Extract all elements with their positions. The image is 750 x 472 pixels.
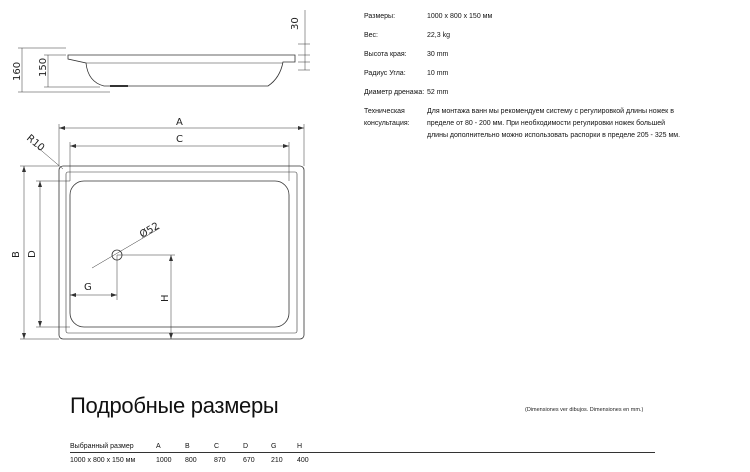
dim-g-label: G (84, 282, 92, 293)
table-cell: 1000 (156, 456, 172, 464)
specs-panel (364, 11, 684, 149)
dim-a-label: A (176, 117, 183, 128)
table-row (70, 453, 655, 467)
tray-outer-edge (59, 166, 304, 339)
header-cell: H (297, 442, 303, 450)
header-cell: B (185, 442, 190, 450)
table-header (70, 440, 655, 453)
header-cell: C (214, 442, 220, 450)
dim-r10-label: R10 (24, 132, 47, 154)
spec-row-corner-radius (364, 68, 684, 80)
spec-value: 22,3 kg (427, 32, 450, 39)
dim-b-label: B (11, 251, 22, 258)
section-title: Подробные размеры (70, 393, 279, 418)
spec-value: Для монтажа ванн мы рекомендуем систему с регулировкой длины ножек в пределе от 80 - 200 мм. При необходимости регулировки ножек большей длины дополнительно можно использовать распорки в пределе 205 - 325 мм. (427, 108, 681, 139)
table-cell: 670 (243, 456, 255, 464)
dim-d-label: D (27, 250, 38, 258)
tray-profile (68, 55, 295, 86)
dim-h-label: H (160, 294, 171, 302)
table-cell: 870 (214, 456, 226, 464)
header-cell: A (156, 442, 161, 450)
tray-basin (70, 181, 289, 327)
spec-row-weight (364, 30, 684, 42)
spec-label: Радиус Угла: (364, 70, 406, 77)
table-cell: 400 (297, 456, 309, 464)
spec-label: Диаметр дренажа: (364, 89, 425, 96)
spec-value: 30 mm (427, 51, 449, 58)
dim-drain-label: Ø52 (138, 220, 162, 241)
spec-label: Техническая консультация: (364, 108, 410, 127)
dimensions-note: (Dimensiones ver dibujos. Dimensiones en mm.) (525, 407, 644, 413)
spec-value: 10 mm (427, 70, 449, 77)
spec-value: 1000 x 800 x 150 мм (427, 13, 493, 20)
spec-value: 52 mm (427, 89, 449, 96)
dim-150-label: 150 (38, 57, 49, 77)
dim-c-label: C (176, 134, 183, 145)
header-cell: Выбранный размер (70, 442, 134, 450)
table-cell: 800 (185, 456, 197, 464)
header-cell: G (271, 442, 277, 450)
spec-label: Вес: (364, 32, 379, 39)
spec-row-drain (364, 87, 684, 99)
table-cell: 1000 x 800 x 150 мм (70, 456, 136, 464)
header-cell: D (243, 442, 249, 450)
spec-label: Размеры: (364, 13, 396, 20)
dim-160-label: 160 (12, 61, 23, 81)
technical-drawing (0, 0, 360, 360)
spec-row-dimensions (364, 11, 684, 23)
spec-row-rim-height (364, 49, 684, 61)
dimensions-table (70, 440, 655, 467)
table-cell: 210 (271, 456, 283, 464)
dim-30-label: 30 (290, 17, 301, 30)
spec-label: Высота края: (364, 51, 407, 58)
spec-row-technical (364, 106, 684, 142)
